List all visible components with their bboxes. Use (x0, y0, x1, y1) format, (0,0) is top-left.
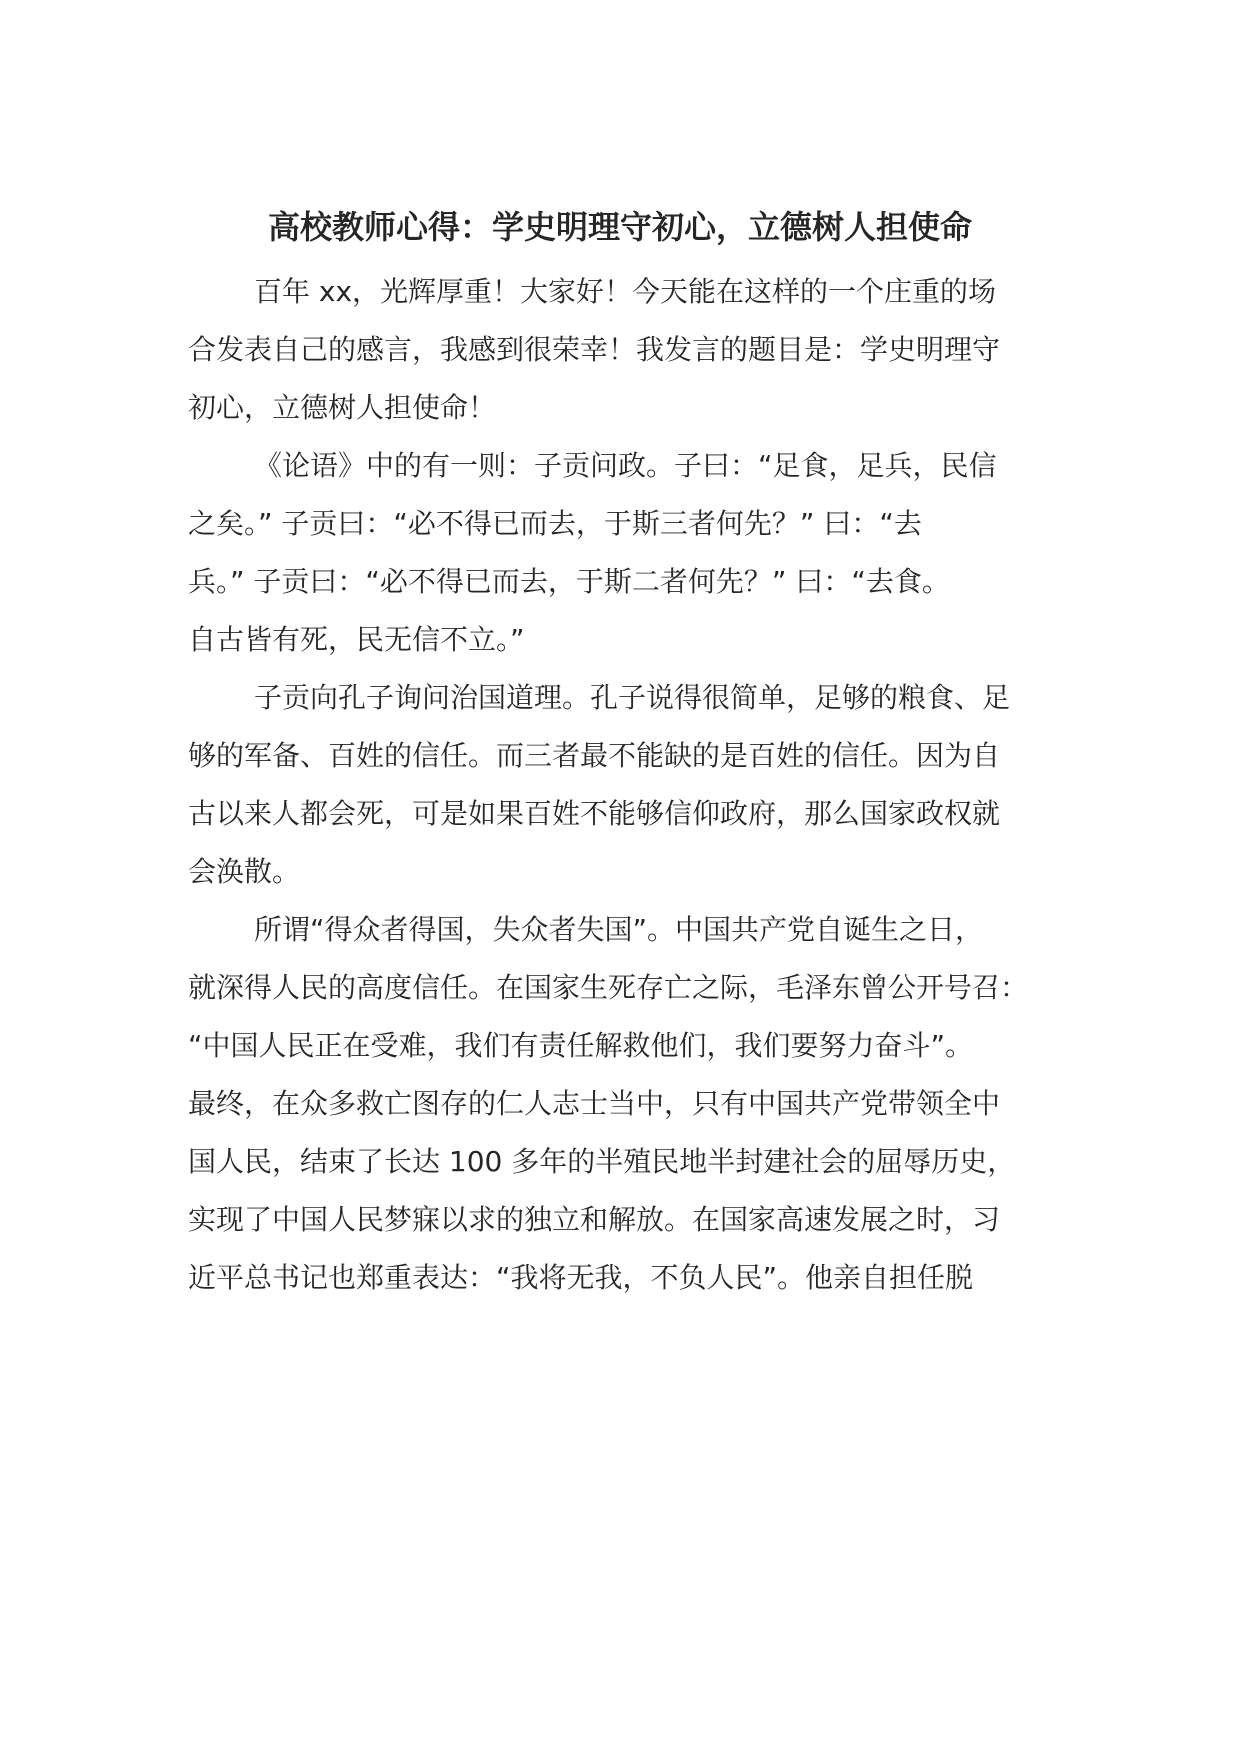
paragraph-1-line-3: 初心，立德树人担使命！ (188, 391, 497, 424)
paragraph-2-line-3: 兵。” 子贡曰：“必不得已而去，于斯二者何先？” 曰：“去食。 (188, 565, 950, 598)
paragraph-2-line-4: 自古皆有死，民无信不立。” (188, 623, 525, 656)
paragraph-4-line-6: 实现了中国人民梦寐以求的独立和解放。在国家高速发展之时，习 (188, 1203, 1001, 1236)
paragraph-3-line-2: 够的军备、百姓的信任。而三者最不能缺的是百姓的信任。因为自 (188, 739, 1001, 772)
paragraph-3-line-3: 古以来人都会死，可是如果百姓不能够信仰政府，那么国家政权就 (188, 797, 1001, 830)
paragraph-4-line-2: 就深得人民的高度信任。在国家生死存亡之际，毛泽东曾公开号召： (188, 971, 1029, 1004)
paragraph-4-line-3: “中国人民正在受难，我们有责任解救他们，我们要努力奋斗”。 (188, 1029, 974, 1062)
paragraph-3-line-4: 会涣散。 (188, 855, 301, 888)
paragraph-1-line-1: 百年 xx，光辉厚重！大家好！今天能在这样的一个庄重的场 (254, 275, 997, 308)
paragraph-4-line-1: 所谓“得众者得国，失众者失国”。中国共产党自诞生之日， (254, 913, 984, 946)
paragraph-1-line-2: 合发表自己的感言，我感到很荣幸！我发言的题目是：学史明理守 (188, 333, 1001, 366)
paragraph-4-line-7: 近平总书记也郑重表达：“我将无我，不负人民”。他亲自担任脱 (188, 1261, 974, 1294)
paragraph-4-line-5: 国人民，结束了长达 100 多年的半殖民地半封建社会的屈辱历史， (188, 1145, 1016, 1178)
paragraph-4-line-4: 最终，在众多救亡图存的仁人志士当中，只有中国共产党带领全中 (188, 1087, 1001, 1120)
document-title: 高校教师心得：学史明理守初心，立德树人担使命 (267, 208, 972, 246)
paragraph-2-line-2: 之矣。” 子贡曰：“必不得已而去，于斯三者何先？” 曰：“去 (188, 507, 922, 540)
paragraph-2-line-1: 《论语》中的有一则：子贡问政。子曰：“足食，足兵，民信 (254, 449, 997, 482)
paragraph-3-line-1: 子贡向孔子询问治国道理。孔子说得很简单，足够的粮食、足 (254, 681, 1011, 714)
